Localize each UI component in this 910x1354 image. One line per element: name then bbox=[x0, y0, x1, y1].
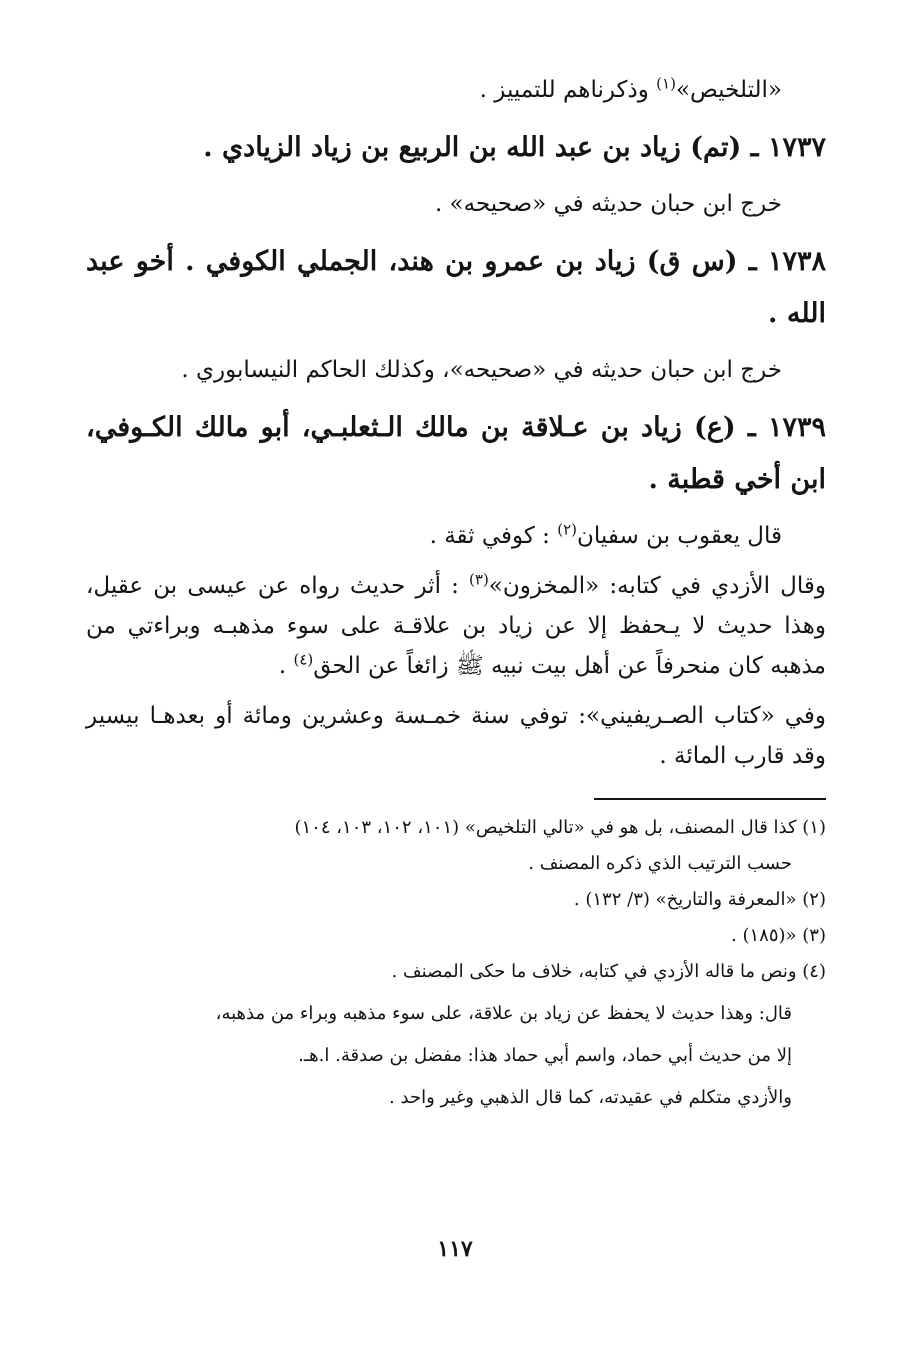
entry-number: ١٧٣٩ bbox=[767, 412, 826, 443]
entry-text-1738: خرج ابن حبان حديثه في «صحيحه»، وكذلك الحاكم النيسابوري . bbox=[181, 357, 782, 383]
entry-name: زياد بن عبد الله بن الربيع بن زياد الزيادي . bbox=[203, 132, 681, 163]
footnote-3: (٣) «(١٨٥) . bbox=[731, 925, 826, 946]
footnote-4-quote-1: قال: وهذا حديث لا يحفظ عن زياد بن علاقة، على سوء مذهبه وبراء من مذهبه، bbox=[215, 1003, 792, 1024]
entry-name: زياد بن عـلاقة بن مالك الـثعلبـي، أبو مالك الكـوفي، ابن أخي قطبة . bbox=[86, 412, 826, 495]
footnote-ref-1[interactable]: (١) bbox=[656, 74, 676, 93]
yaqub-line bbox=[86, 516, 826, 556]
entry-heading-1739: ١٧٣٩ ـ (ع) زياد بن عـلاقة بن مالك الـثعلبـي، أبو مالك الكـوفي، ابن أخي قطبة . bbox=[86, 412, 826, 495]
intro-line bbox=[86, 70, 826, 110]
yaqub-text-cont: : كوفي ثقة . bbox=[429, 523, 558, 549]
footnote-ref-2[interactable]: (٢) bbox=[557, 520, 578, 539]
footnote-4-quote-3: والأزدي متكلم في عقيدته، كما قال الذهبي وغير واحد . bbox=[389, 1087, 792, 1108]
entry-number: ١٧٣٨ bbox=[767, 246, 826, 277]
footnote-ref-4[interactable]: (٤) bbox=[293, 650, 314, 669]
yaqub-text: قال يعقوب بن سفيان bbox=[577, 523, 782, 549]
entry-heading-1738: ١٧٣٨ ـ (س ق) زياد بن عمرو بن هند، الجملي الكوفي . أخو عبد الله . bbox=[86, 246, 826, 329]
page-body bbox=[86, 70, 826, 1116]
entry-heading-1737: ١٧٣٧ ـ (تم) زياد بن عبد الله بن الربيع بن زياد الزيادي . bbox=[203, 132, 826, 163]
entry-text-1737: خرج ابن حبان حديثه في «صحيحه» . bbox=[434, 191, 782, 217]
azdi-text: وقال الأزدي في كتابه: «المخزون» bbox=[488, 573, 826, 599]
footnote-2: (٢) «المعرفة والتاريخ» (٣/ ١٣٢) . bbox=[573, 889, 826, 910]
entry-code: (ع) bbox=[694, 412, 736, 443]
footnote-1-cont: حسب الترتيب الذي ذكره المصنف . bbox=[528, 853, 792, 874]
footnote-1: (١) كذا قال المصنف، بل هو في «تالي التلخيص» (١٠١، ١٠٢، ١٠٣، ١٠٤) bbox=[294, 817, 826, 838]
entry-number: ١٧٣٧ bbox=[767, 132, 826, 163]
azdi-text-end: . bbox=[278, 653, 294, 679]
footnote-ref-3[interactable]: (٣) bbox=[469, 570, 489, 589]
intro-text: «التلخيص» bbox=[675, 77, 782, 103]
entry-code: (تم) bbox=[690, 132, 742, 163]
entry-name: زياد بن عمرو بن هند، الجملي الكوفي . أخو عبد الله . bbox=[86, 246, 826, 329]
azdi-paragraph bbox=[86, 566, 826, 686]
entry-code: (س ق) bbox=[646, 246, 738, 277]
footnotes bbox=[86, 810, 826, 1116]
footnote-divider bbox=[594, 798, 826, 800]
footnote-4-quote-2: إلا من حديث أبي حماد، واسم أبي حماد هذا: مفضل بن صدقة. ا.هـ. bbox=[298, 1045, 792, 1066]
footnote-4: (٤) ونص ما قاله الأزدي في كتابه، خلاف ما حكى المصنف . bbox=[391, 961, 826, 982]
sarifini-paragraph: وفي «كتاب الصـريفيني»: توفي سنة خمـسة وعشرين ومائة أو بعدهـا بيسير وقد قارب المائة . bbox=[86, 703, 826, 769]
page-number: ١١٧ bbox=[437, 1236, 473, 1262]
intro-text-cont: وذكرناهم للتمييز . bbox=[479, 77, 657, 103]
azdi-text-cont: : أثر حديث رواه عن عيسى بن عقيل، وهذا حديث لا يـحفظ إلا عن زياد بن علاقـة على سوء مذهبـه وبراءتي من مذهبه كان منحرفاً عن أهل بيت نبيه ﷺ زائغاً عن الحق bbox=[86, 573, 826, 679]
